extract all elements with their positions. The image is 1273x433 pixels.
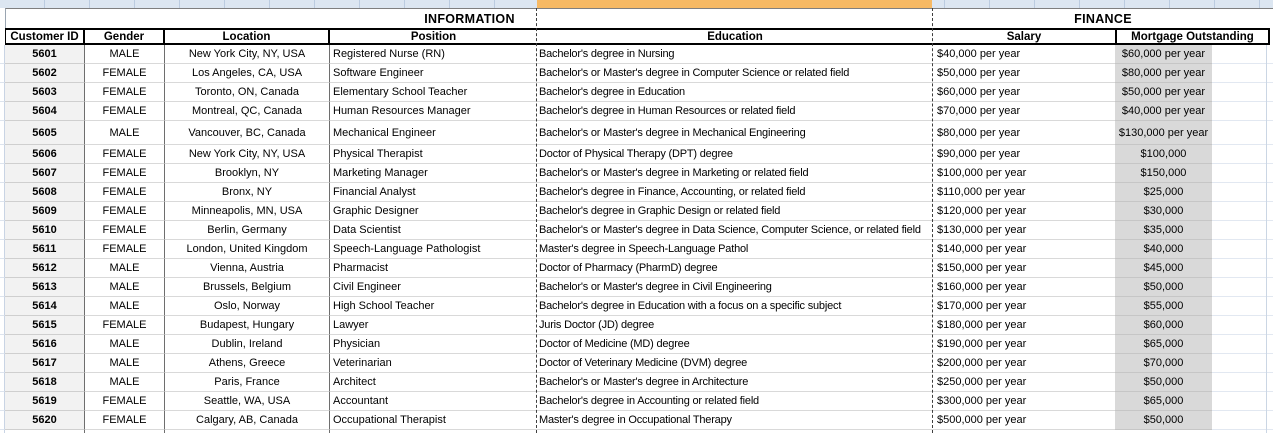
cell-salary[interactable]: $180,000 per year <box>933 316 1115 335</box>
cell-customer-id[interactable]: 5616 <box>5 335 85 354</box>
cell-gender[interactable]: FEMALE <box>85 145 165 164</box>
information-group-header[interactable]: INFORMATION <box>5 8 933 28</box>
cell-gender[interactable]: FEMALE <box>85 221 165 240</box>
cell-customer-id[interactable]: 5602 <box>5 64 85 83</box>
cell-education[interactable]: Doctor of Pharmacy (PharmD) degree <box>537 259 933 278</box>
top-strip <box>0 0 1273 8</box>
cell-gender[interactable]: FEMALE <box>85 202 165 221</box>
table-row <box>0 259 1273 278</box>
cell-customer-id[interactable]: 5609 <box>5 202 85 221</box>
cell-salary[interactable]: $110,000 per year <box>933 183 1115 202</box>
right-spacer <box>1212 164 1273 183</box>
table-row <box>0 316 1273 335</box>
cell-position[interactable]: Speech-Language Pathologist <box>330 240 537 259</box>
cell-customer-id[interactable]: 5607 <box>5 164 85 183</box>
cell-salary[interactable]: $130,000 per year <box>933 221 1115 240</box>
cell-position[interactable]: Graphic Designer <box>330 202 537 221</box>
cell-education[interactable]: Bachelor's degree in Finance, Accounting, or related field <box>537 183 933 202</box>
cell-education[interactable]: Bachelor's or Master's degree in Architecture <box>537 373 933 392</box>
table-row <box>0 45 1273 64</box>
table-row <box>0 392 1273 411</box>
cell-mortgage-outstanding[interactable]: $80,000 per year <box>1115 64 1212 83</box>
cell-position[interactable]: Software Engineer <box>330 64 537 83</box>
header-education[interactable]: Education <box>537 28 933 45</box>
cell-position[interactable]: Marketing Manager <box>330 164 537 183</box>
cell-mortgage-outstanding[interactable]: $50,000 <box>1115 278 1212 297</box>
cell-salary[interactable]: $60,000 per year <box>933 83 1115 102</box>
header-gender[interactable]: Gender <box>85 28 165 45</box>
cell-gender[interactable]: MALE <box>85 278 165 297</box>
cell-salary[interactable]: $40,000 per year <box>933 45 1115 64</box>
cell-location[interactable]: Vancouver, BC, Canada <box>165 121 330 145</box>
cell-salary[interactable]: $500,000 per year <box>933 411 1115 430</box>
cell-gender[interactable]: FEMALE <box>85 183 165 202</box>
right-spacer <box>1212 121 1273 145</box>
cell-location[interactable]: Paris, France <box>165 373 330 392</box>
cell-mortgage-outstanding[interactable]: $30,000 <box>1115 202 1212 221</box>
cell-salary[interactable]: $160,000 per year <box>933 278 1115 297</box>
cell-location[interactable]: Los Angeles, CA, USA <box>165 64 330 83</box>
cell-position[interactable]: High School Teacher <box>330 297 537 316</box>
right-spacer <box>1212 278 1273 297</box>
sheet-gridline <box>1266 45 1267 433</box>
header-mortgage-outstanding[interactable]: Mortgage Outstanding <box>1115 28 1270 45</box>
table-row <box>0 297 1273 316</box>
cell-customer-id[interactable]: 5619 <box>5 392 85 411</box>
cell-position[interactable]: Registered Nurse (RN) <box>330 45 537 64</box>
cell-location[interactable]: Toronto, ON, Canada <box>165 83 330 102</box>
right-spacer <box>1212 316 1273 335</box>
table-row <box>0 83 1273 102</box>
cell-mortgage-outstanding[interactable]: $130,000 per year <box>1115 121 1212 145</box>
cell-location[interactable]: Dublin, Ireland <box>165 335 330 354</box>
cell-position[interactable]: Accountant <box>330 392 537 411</box>
cell-gender[interactable]: FEMALE <box>85 83 165 102</box>
cell-location[interactable]: New York City, NY, USA <box>165 45 330 64</box>
cell-mortgage-outstanding[interactable]: $70,000 <box>1115 354 1212 373</box>
cell-mortgage-outstanding[interactable]: $65,000 <box>1115 392 1212 411</box>
cell-salary[interactable]: $170,000 per year <box>933 297 1115 316</box>
cell-education[interactable]: Doctor of Veterinary Medicine (DVM) degree <box>537 354 933 373</box>
cell-gender[interactable]: FEMALE <box>85 316 165 335</box>
cell-mortgage-outstanding[interactable]: $60,000 per year <box>1115 45 1212 64</box>
cell-education[interactable]: Bachelor's or Master's degree in Computer Science or related field <box>537 64 933 83</box>
cell-location[interactable]: Berlin, Germany <box>165 221 330 240</box>
cell-mortgage-outstanding[interactable]: $35,000 <box>1115 221 1212 240</box>
right-spacer <box>1212 335 1273 354</box>
header-location[interactable]: Location <box>165 28 330 45</box>
cell-customer-id[interactable]: 5614 <box>5 297 85 316</box>
cell-customer-id[interactable]: 5610 <box>5 221 85 240</box>
table-row <box>0 373 1273 392</box>
table-row <box>0 221 1273 240</box>
table-row <box>0 64 1273 83</box>
cell-position[interactable]: Data Scientist <box>330 221 537 240</box>
cell-education[interactable]: Bachelor's degree in Human Resources or related field <box>537 102 933 121</box>
page-break-dashed-line <box>536 8 537 433</box>
cell-customer-id[interactable]: 5601 <box>5 45 85 64</box>
cell-salary[interactable]: $300,000 per year <box>933 392 1115 411</box>
table-row <box>0 183 1273 202</box>
cell-education[interactable]: Doctor of Medicine (MD) degree <box>537 335 933 354</box>
cell-gender[interactable]: FEMALE <box>85 102 165 121</box>
right-spacer <box>1212 354 1273 373</box>
cell-position[interactable]: Occupational Therapist <box>330 411 537 430</box>
right-spacer <box>1212 45 1273 64</box>
cell-gender[interactable]: MALE <box>85 121 165 145</box>
cell-customer-id[interactable]: 5611 <box>5 240 85 259</box>
cell-gender[interactable]: FEMALE <box>85 240 165 259</box>
right-spacer <box>1212 145 1273 164</box>
cell-education[interactable]: Bachelor's degree in Education with a focus on a specific subject <box>537 297 933 316</box>
cell-mortgage-outstanding[interactable]: $55,000 <box>1115 297 1212 316</box>
cell-position[interactable]: Physical Therapist <box>330 145 537 164</box>
cell-location[interactable]: Montreal, QC, Canada <box>165 102 330 121</box>
cell-position[interactable]: Lawyer <box>330 316 537 335</box>
cell-mortgage-outstanding[interactable]: $40,000 per year <box>1115 102 1212 121</box>
header-salary[interactable]: Salary <box>933 28 1115 45</box>
right-spacer <box>1212 102 1273 121</box>
cell-mortgage-outstanding[interactable]: $50,000 <box>1115 373 1212 392</box>
cell-location[interactable]: New York City, NY, USA <box>165 145 330 164</box>
cell-gender[interactable]: MALE <box>85 45 165 64</box>
cell-education[interactable]: Bachelor's or Master's degree in Mechanical Engineering <box>537 121 933 145</box>
cell-customer-id[interactable]: 5606 <box>5 145 85 164</box>
cell-gender[interactable]: MALE <box>85 297 165 316</box>
right-spacer <box>1212 64 1273 83</box>
cell-location[interactable]: Bronx, NY <box>165 183 330 202</box>
cell-position[interactable]: Architect <box>330 373 537 392</box>
cell-education[interactable]: Bachelor's or Master's degree in Marketing or related field <box>537 164 933 183</box>
cell-location[interactable]: Minneapolis, MN, USA <box>165 202 330 221</box>
right-spacer <box>1212 373 1273 392</box>
finance-group-header[interactable]: FINANCE <box>933 8 1273 28</box>
cell-mortgage-outstanding[interactable]: $150,000 <box>1115 164 1212 183</box>
cell-location[interactable]: London, United Kingdom <box>165 240 330 259</box>
cell-mortgage-outstanding[interactable]: $60,000 <box>1115 316 1212 335</box>
cell-mortgage-outstanding[interactable]: $45,000 <box>1115 259 1212 278</box>
cell-gender[interactable]: FEMALE <box>85 164 165 183</box>
table-row <box>0 121 1273 145</box>
right-spacer <box>1212 411 1273 430</box>
cell-location[interactable]: Athens, Greece <box>165 354 330 373</box>
cell-education[interactable]: Juris Doctor (JD) degree <box>537 316 933 335</box>
cell-mortgage-outstanding[interactable]: $50,000 per year <box>1115 83 1212 102</box>
cell-customer-id[interactable]: 5617 <box>5 354 85 373</box>
cell-education[interactable]: Doctor of Physical Therapy (DPT) degree <box>537 145 933 164</box>
table-row <box>0 278 1273 297</box>
page-break-dashed-line <box>932 8 933 433</box>
header-customer-id[interactable]: Customer ID <box>5 28 85 45</box>
cell-salary[interactable]: $80,000 per year <box>933 121 1115 145</box>
right-spacer <box>1212 221 1273 240</box>
cell-customer-id[interactable]: 5605 <box>5 121 85 145</box>
table-row <box>0 145 1273 164</box>
cell-salary[interactable]: $150,000 per year <box>933 259 1115 278</box>
cell-mortgage-outstanding[interactable]: $65,000 <box>1115 335 1212 354</box>
cell-gender[interactable]: MALE <box>85 259 165 278</box>
right-spacer <box>1212 297 1273 316</box>
table-row <box>0 164 1273 183</box>
cell-mortgage-outstanding[interactable]: $50,000 <box>1115 411 1212 430</box>
cell-gender[interactable]: FEMALE <box>85 64 165 83</box>
cell-education[interactable]: Bachelor's or Master's degree in Data Science, Computer Science, or related field <box>537 221 933 240</box>
table-row <box>0 240 1273 259</box>
cell-salary[interactable]: $50,000 per year <box>933 64 1115 83</box>
cell-position[interactable]: Physician <box>330 335 537 354</box>
cell-education[interactable]: Master's degree in Occupational Therapy <box>537 411 933 430</box>
cell-mortgage-outstanding[interactable]: $25,000 <box>1115 183 1212 202</box>
cell-location[interactable]: Calgary, AB, Canada <box>165 411 330 430</box>
cell-customer-id[interactable]: 5615 <box>5 316 85 335</box>
table-row <box>0 102 1273 121</box>
cell-mortgage-outstanding[interactable]: $100,000 <box>1115 145 1212 164</box>
right-spacer <box>1212 202 1273 221</box>
cell-location[interactable]: Oslo, Norway <box>165 297 330 316</box>
cell-position[interactable]: Financial Analyst <box>330 183 537 202</box>
cell-salary[interactable]: $140,000 per year <box>933 240 1115 259</box>
cell-salary[interactable]: $100,000 per year <box>933 164 1115 183</box>
cell-customer-id[interactable]: 5613 <box>5 278 85 297</box>
cell-mortgage-outstanding[interactable]: $40,000 <box>1115 240 1212 259</box>
cell-gender[interactable]: MALE <box>85 354 165 373</box>
cell-customer-id[interactable]: 5612 <box>5 259 85 278</box>
cell-position[interactable]: Civil Engineer <box>330 278 537 297</box>
cell-education[interactable]: Bachelor's degree in Graphic Design or related field <box>537 202 933 221</box>
table-row <box>0 202 1273 221</box>
table-row <box>0 411 1273 430</box>
right-spacer <box>1212 183 1273 202</box>
cell-customer-id[interactable]: 5608 <box>5 183 85 202</box>
cell-gender[interactable]: MALE <box>85 373 165 392</box>
cell-salary[interactable]: $250,000 per year <box>933 373 1115 392</box>
cell-customer-id[interactable]: 5603 <box>5 83 85 102</box>
cell-salary[interactable]: $70,000 per year <box>933 102 1115 121</box>
cell-salary[interactable]: $120,000 per year <box>933 202 1115 221</box>
table-row <box>0 335 1273 354</box>
cell-customer-id[interactable]: 5618 <box>5 373 85 392</box>
column-header-row <box>0 28 1273 45</box>
cell-salary[interactable]: $200,000 per year <box>933 354 1115 373</box>
cell-location[interactable]: Seattle, WA, USA <box>165 392 330 411</box>
cell-position[interactable]: Human Resources Manager <box>330 102 537 121</box>
cell-customer-id[interactable]: 5620 <box>5 411 85 430</box>
cell-position[interactable]: Pharmacist <box>330 259 537 278</box>
right-spacer <box>1212 83 1273 102</box>
cell-education[interactable]: Master's degree in Speech-Language Pathol <box>537 240 933 259</box>
cell-gender[interactable]: MALE <box>85 335 165 354</box>
right-spacer <box>1212 259 1273 278</box>
cell-salary[interactable]: $90,000 per year <box>933 145 1115 164</box>
cell-education[interactable]: Bachelor's degree in Accounting or related field <box>537 392 933 411</box>
group-header-row <box>0 8 1273 28</box>
cell-position[interactable]: Veterinarian <box>330 354 537 373</box>
cell-customer-id[interactable]: 5604 <box>5 102 85 121</box>
cell-education[interactable]: Bachelor's or Master's degree in Civil Engineering <box>537 278 933 297</box>
right-spacer <box>1212 392 1273 411</box>
cell-education[interactable]: Bachelor's degree in Nursing <box>537 45 933 64</box>
cell-education[interactable]: Bachelor's degree in Education <box>537 83 933 102</box>
right-spacer <box>1212 240 1273 259</box>
cell-location[interactable]: Brooklyn, NY <box>165 164 330 183</box>
cell-position[interactable]: Elementary School Teacher <box>330 83 537 102</box>
cell-location[interactable]: Vienna, Austria <box>165 259 330 278</box>
cell-location[interactable]: Brussels, Belgium <box>165 278 330 297</box>
cell-gender[interactable]: FEMALE <box>85 411 165 430</box>
table-body <box>0 45 1273 433</box>
header-position[interactable]: Position <box>330 28 537 45</box>
cell-salary[interactable]: $190,000 per year <box>933 335 1115 354</box>
cell-location[interactable]: Budapest, Hungary <box>165 316 330 335</box>
cell-position[interactable]: Mechanical Engineer <box>330 121 537 145</box>
table-row <box>0 354 1273 373</box>
cell-gender[interactable]: FEMALE <box>85 392 165 411</box>
